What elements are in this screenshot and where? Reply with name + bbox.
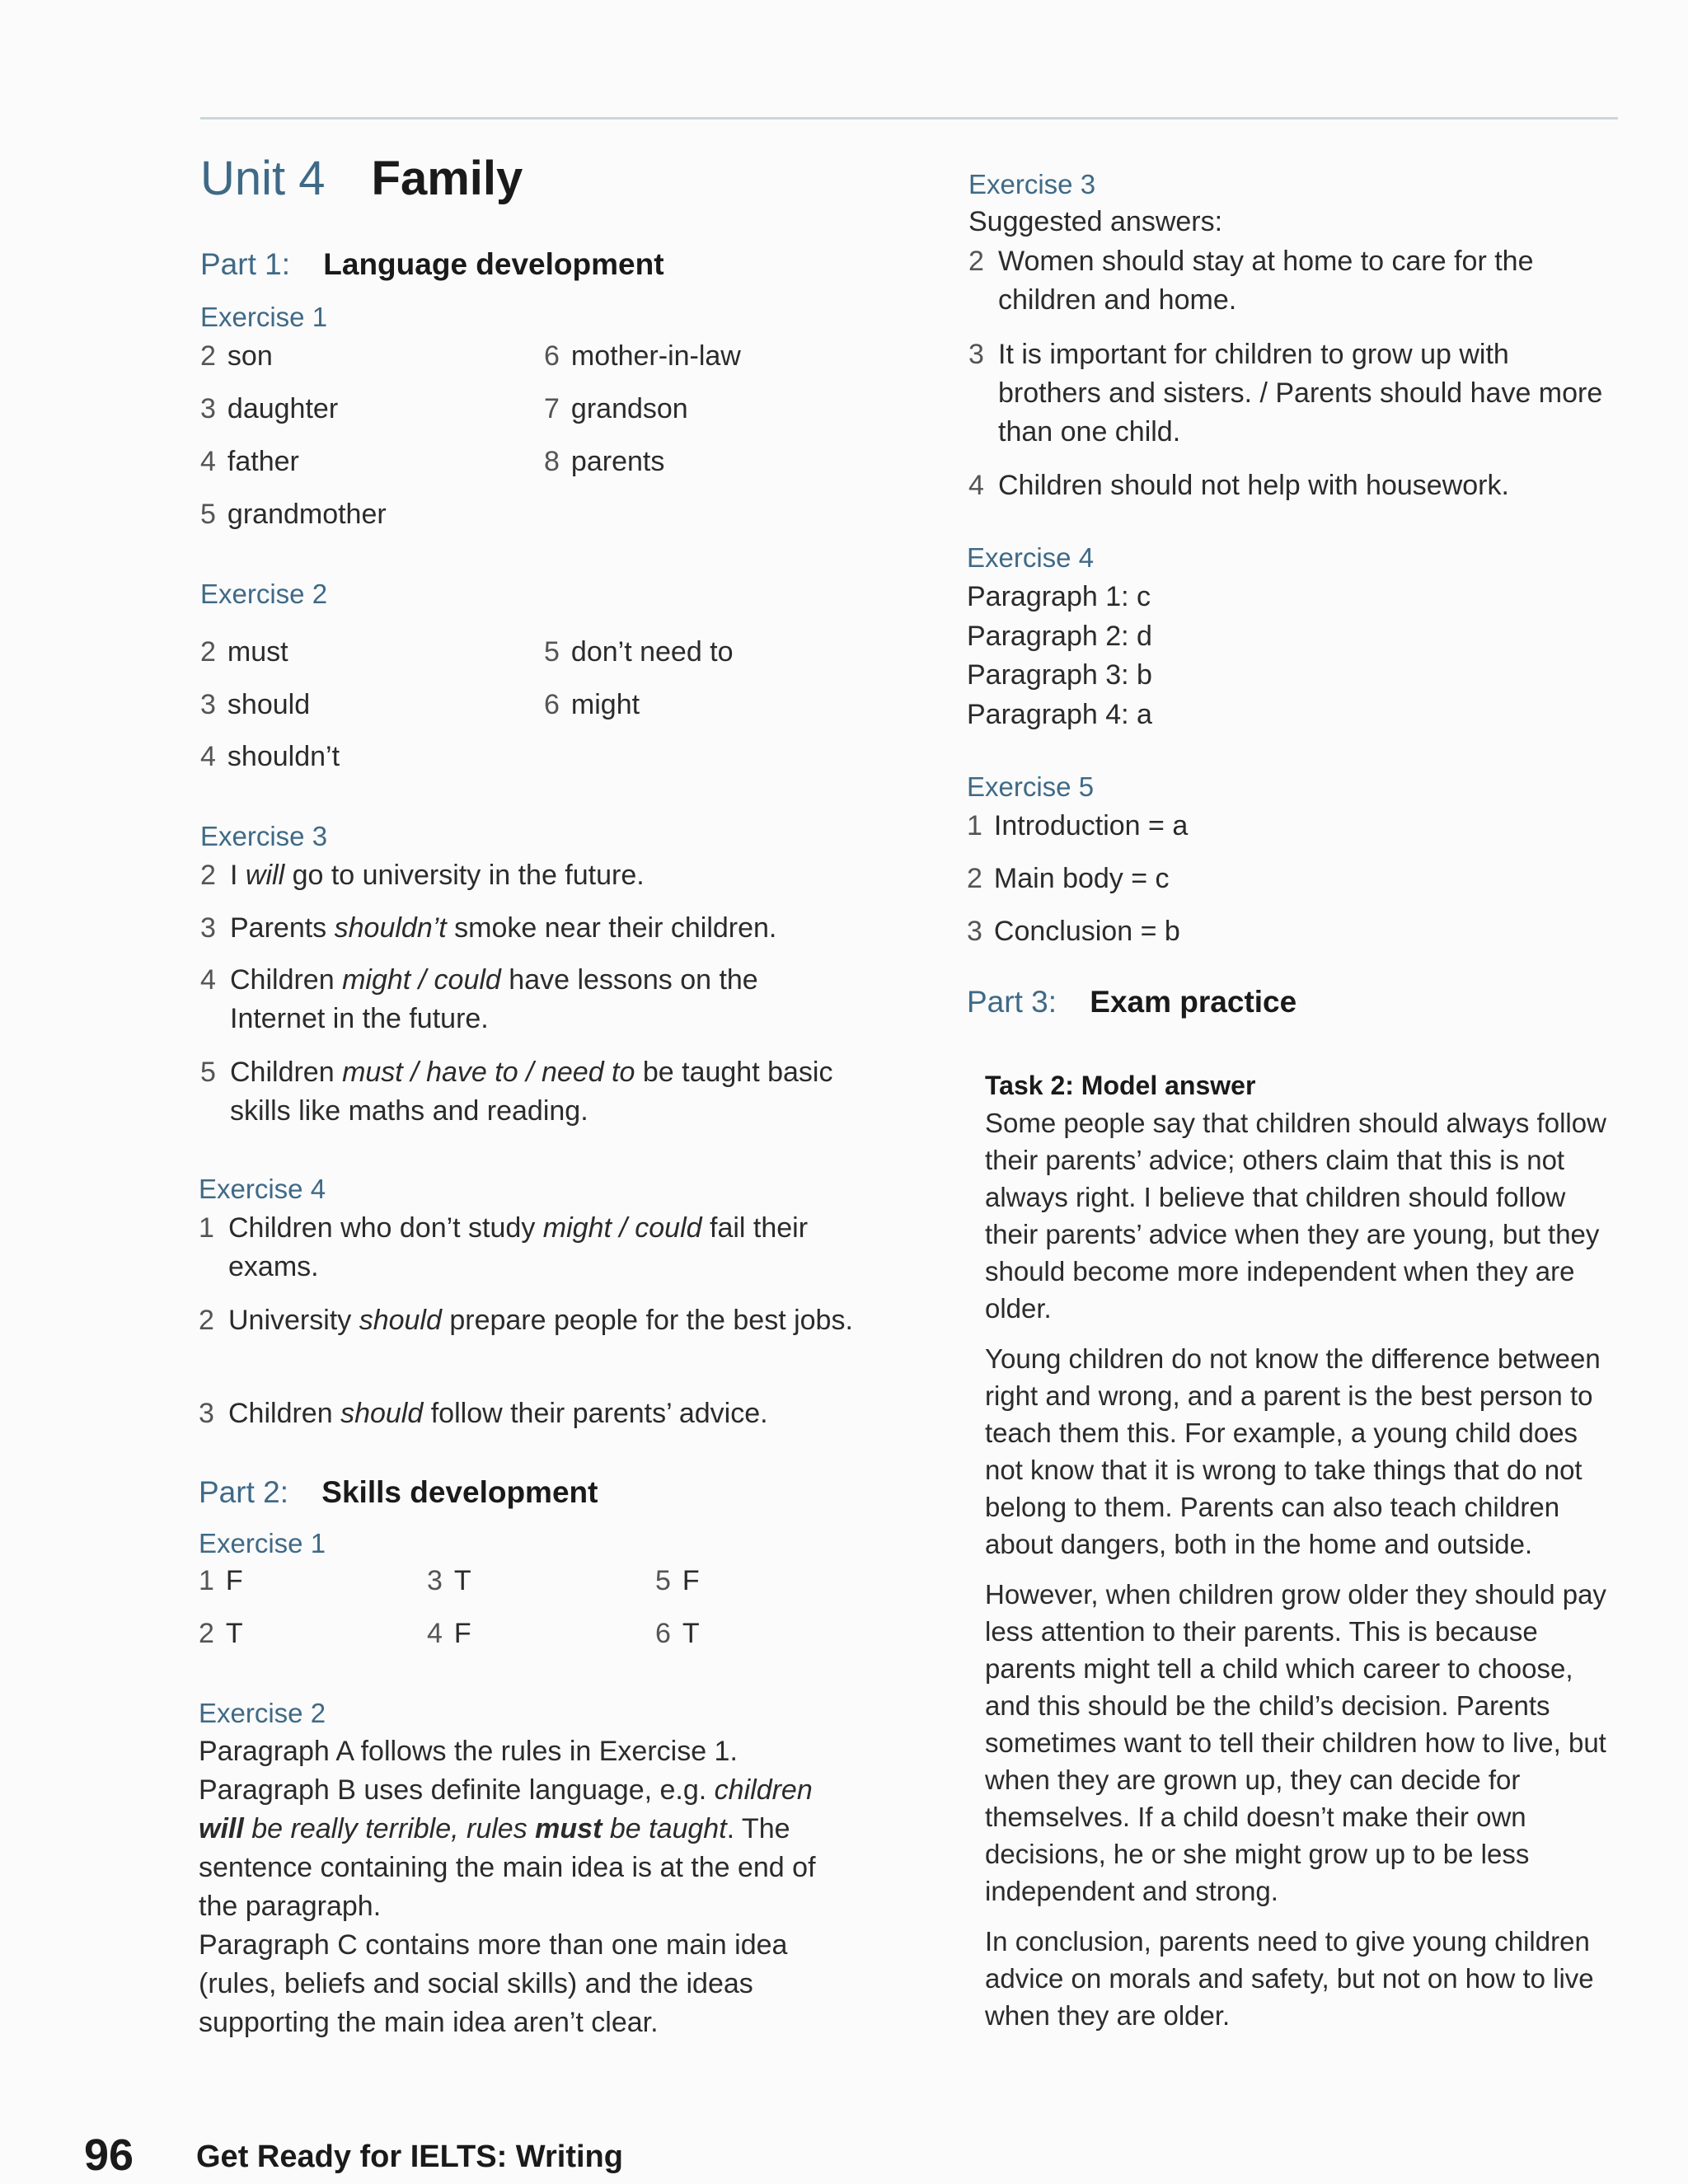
list-item: 3 T [427, 1565, 471, 1596]
part2-heading [199, 1477, 598, 1507]
model-answer [985, 1067, 1611, 2047]
part3-number: Part 3: [967, 985, 1057, 1019]
list-item: 3 It is important for children to grow up with brothers and sisters. / Parents should have more than one child. [968, 339, 1603, 448]
model-para-1: Some people say that children should always follow their parents’ advice; others claim that this is not always right. I believe that children should follow their parents’ advice when they are young, but they should become more independent when they are older. [985, 1108, 1606, 1324]
r-ex3-title: Exercise 3 [968, 169, 1096, 199]
r-ex3-intro: Suggested answers: [968, 206, 1223, 237]
list-item: 4 Children might / could have lessons on the Internet in the future. [200, 964, 758, 1034]
model-para-4: In conclusion, parents need to give young children advice on morals and safety, but not on how to live when they are older. [985, 1926, 1594, 2031]
p2-ex2-para-b: Paragraph B uses definite language, e.g. children will be really terrible, rules must be taught. The sentence containing the main idea is at the end of the paragraph. [199, 1774, 816, 1922]
part1-number: Part 1: [200, 247, 290, 281]
list-item: 3 Children should follow their parents’ advice. [199, 1398, 768, 1429]
r-ex4-title: Exercise 4 [967, 542, 1095, 573]
list-item: 6 mother-in-law [544, 340, 741, 372]
list-item: 1 Children who don’t study might / could fail their exams. [199, 1212, 809, 1282]
top-rule [200, 117, 1618, 120]
part1-name: Language development [323, 247, 664, 281]
p1-ex3-title: Exercise 3 [200, 821, 328, 851]
part3-heading [967, 987, 1296, 1017]
p2-ex1-title: Exercise 1 [199, 1528, 326, 1558]
list-item: 2 son [200, 340, 273, 372]
list-item: 5 grandmother [200, 499, 387, 530]
list-item: 2 I will go to university in the future. [200, 860, 645, 891]
model-para-2: Young children do not know the difference between right and wrong, and a parent is the best person to teach them this. For example, a young child does not know that it is wrong to take things that do not belong to them. Parents can also teach children about dangers, both in the home and outside. [985, 1343, 1601, 1559]
list-item: 5 Children must / have to / need to be taught basic skills like maths and reading. [200, 1057, 833, 1127]
part1-heading [200, 249, 664, 279]
list-item: 3 daughter [200, 393, 339, 424]
p1-ex2-title: Exercise 2 [200, 579, 328, 609]
p2-ex2-title: Exercise 2 [199, 1698, 326, 1728]
list-item: Paragraph 2: d [967, 621, 1152, 652]
model-para-3: However, when children grow older they should pay less attention to their parents. This is because parents might tell a child which career to choose, and this should be the child’s decision. Parents sometimes want to tell their children how to live, but when they are grown up, they can decide for themselves. If a child doesn’t make their own decisions, he or she might grow up to be less independent and strong. [985, 1579, 1606, 1906]
list-item: 1 F [199, 1565, 243, 1596]
list-item: 2 Main body = c [967, 863, 1170, 894]
part3-name: Exam practice [1090, 985, 1297, 1019]
book-title: Get Ready for IELTS: Writing [196, 2139, 623, 2174]
unit-title [200, 152, 523, 205]
part2-number: Part 2: [199, 1475, 288, 1509]
list-item: 2 University should prepare people for the best jobs. [199, 1305, 853, 1336]
list-item: Paragraph 3: b [967, 659, 1152, 691]
list-item: 3 Parents shouldn’t smoke near their children. [200, 912, 777, 944]
list-item: 1 Introduction = a [967, 810, 1189, 841]
list-item: 5 don’t need to [544, 636, 734, 668]
p1-ex1-title: Exercise 1 [200, 302, 328, 332]
list-item: Paragraph 4: a [967, 699, 1152, 730]
list-item: 7 grandson [544, 393, 688, 424]
list-item: Paragraph 1: c [967, 581, 1151, 612]
model-answer-title: Task 2: Model answer [985, 1071, 1256, 1100]
p2-ex2-para-c: Paragraph C contains more than one main idea (rules, beliefs and social skills) and the ideas supporting the main idea aren’t clear. [199, 1929, 788, 2038]
list-item: 3 should [200, 689, 311, 720]
p2-ex2-para-a: Paragraph A follows the rules in Exercise 1. [199, 1736, 738, 1767]
list-item: 4 father [200, 446, 299, 477]
list-item: 2 Women should stay at home to care for the children and home. [968, 246, 1534, 316]
list-item: 2 T [199, 1618, 243, 1649]
r-ex5-title: Exercise 5 [967, 771, 1095, 802]
p2-ex2-body [199, 1732, 850, 2042]
list-item: 4 shouldn’t [200, 741, 340, 772]
p1-ex4-title: Exercise 4 [199, 1174, 326, 1204]
unit-label: Unit 4 [200, 152, 326, 205]
list-item: 6 T [655, 1618, 700, 1649]
page-number: 96 [84, 2130, 134, 2180]
part2-name: Skills development [321, 1475, 598, 1509]
list-item: 5 F [655, 1565, 700, 1596]
list-item: 6 might [544, 689, 640, 720]
list-item: 4 F [427, 1618, 471, 1649]
list-item: 4 Children should not help with housework. [968, 470, 1509, 501]
list-item: 3 Conclusion = b [967, 916, 1180, 947]
list-item: 8 parents [544, 446, 665, 477]
unit-name: Family [371, 152, 523, 205]
list-item: 2 must [200, 636, 288, 668]
